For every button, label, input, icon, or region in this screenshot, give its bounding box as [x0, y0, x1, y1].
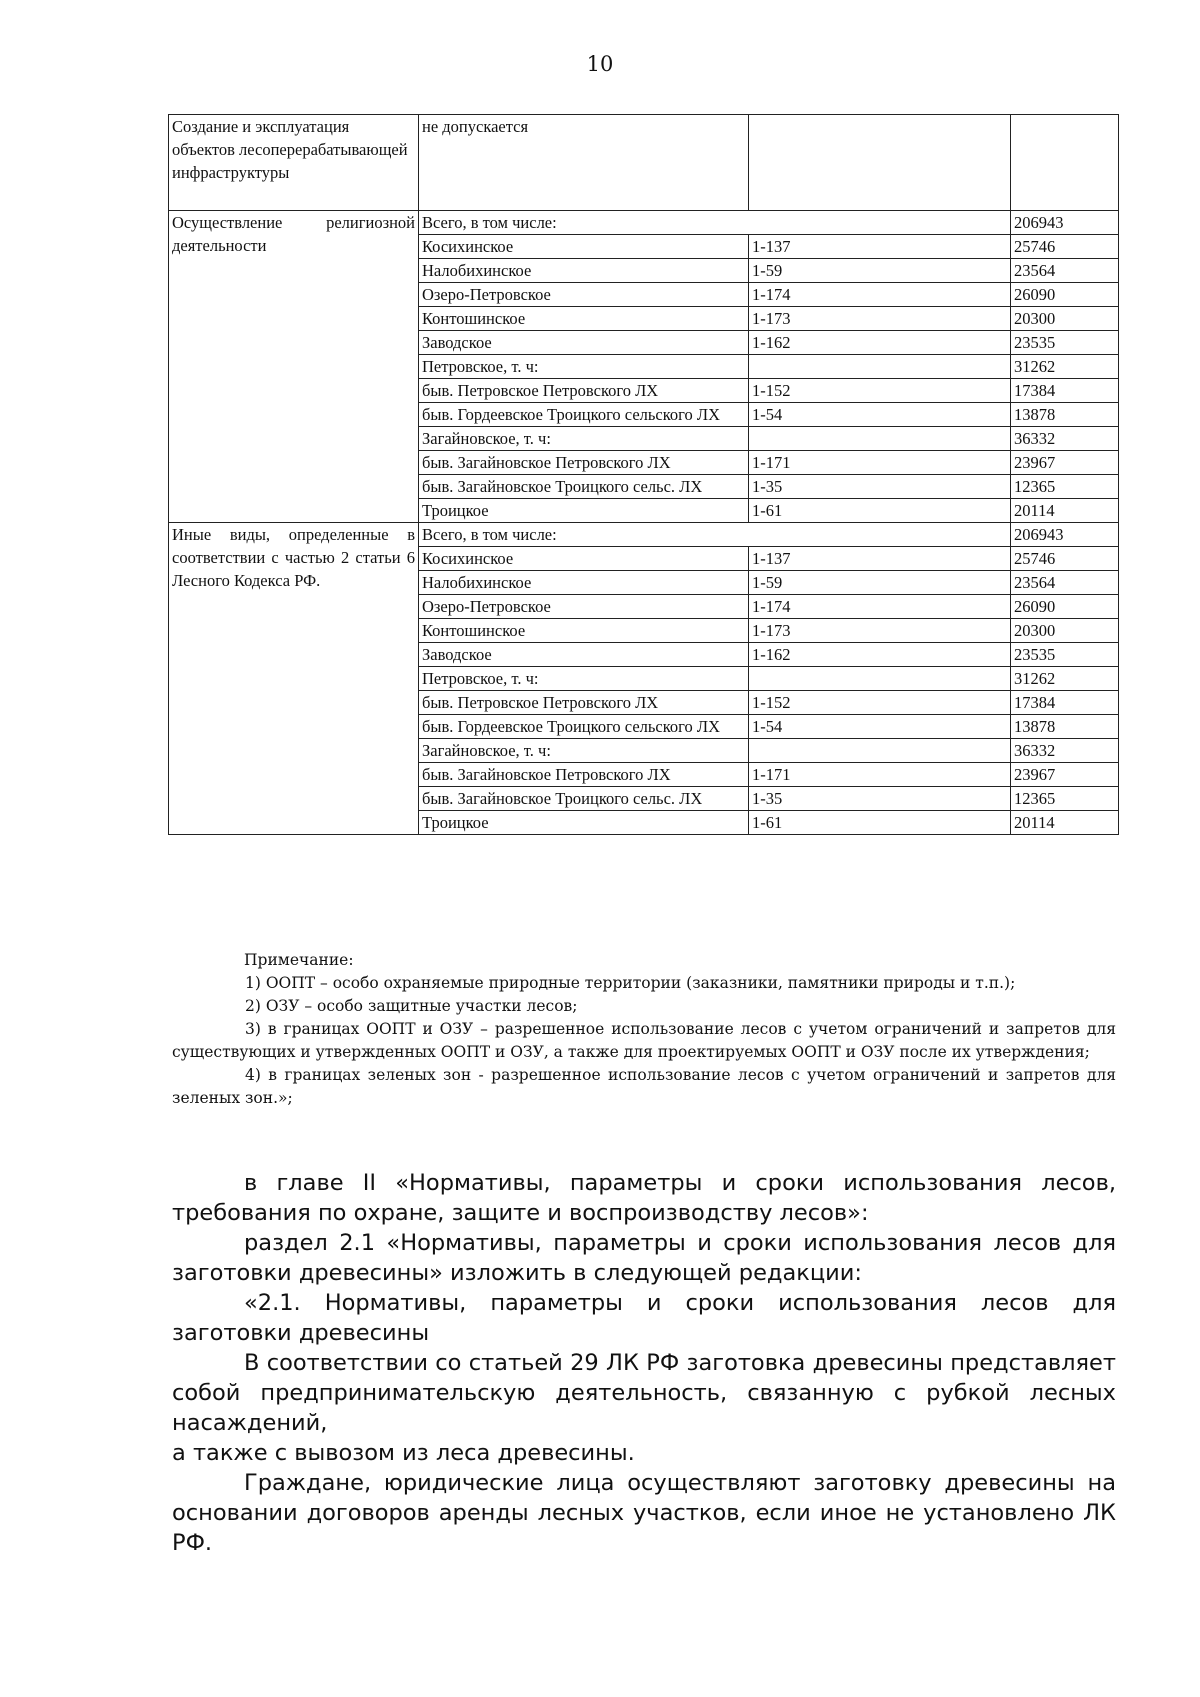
- cell-quarters: 1-137: [749, 547, 1011, 571]
- cell-area: 36332: [1011, 427, 1119, 451]
- cell-area: 23967: [1011, 763, 1119, 787]
- cell-area: 25746: [1011, 547, 1119, 571]
- cell-quarters: 1-152: [749, 379, 1011, 403]
- cell-area: 20300: [1011, 307, 1119, 331]
- cell-area: 17384: [1011, 691, 1119, 715]
- cell-name: Налобихинское: [419, 571, 749, 595]
- activity-cell: [169, 523, 419, 835]
- total-value: 206943: [1011, 523, 1119, 547]
- cell-area: 23535: [1011, 331, 1119, 355]
- cell-area: 12365: [1011, 787, 1119, 811]
- cell-name: Озеро-Петровское: [419, 283, 749, 307]
- cell-area: 13878: [1011, 715, 1119, 739]
- table-row-creation: [169, 115, 1119, 211]
- cell-quarters: 1-174: [749, 595, 1011, 619]
- cell-quarters: 1-173: [749, 619, 1011, 643]
- cell-name: Троицкое: [419, 811, 749, 835]
- note-item: 1) ООПТ – особо охраняемые природные территории (заказники, памятники природы и т.п.);: [245, 974, 1016, 992]
- body-paragraph: «2.1. Нормативы, параметры и сроки использования лесов для заготовки древесины: [172, 1290, 1116, 1346]
- cell-area: 23535: [1011, 643, 1119, 667]
- cell-quarters: 1-35: [749, 475, 1011, 499]
- cell-quarters: 1-61: [749, 811, 1011, 835]
- activity-cell: [169, 115, 419, 211]
- cell-quarters: [749, 427, 1011, 451]
- cell-name: Контошинское: [419, 307, 749, 331]
- cell-name: Петровское, т. ч:: [419, 355, 749, 379]
- forest-use-table: [168, 114, 1119, 835]
- note-cell: не допускается: [419, 115, 749, 211]
- activity-name: Иные виды, определенные в соответствии с частью 2 статьи 6 Лесного Кодекса РФ.: [172, 525, 415, 590]
- cell-name: Загайновское, т. ч:: [419, 427, 749, 451]
- cell-area: 31262: [1011, 355, 1119, 379]
- cell-quarters: 1-54: [749, 403, 1011, 427]
- cell-name: Контошинское: [419, 619, 749, 643]
- cell-area: 23564: [1011, 259, 1119, 283]
- cell-name: быв. Петровское Петровского ЛХ: [419, 379, 749, 403]
- total-label: Всего, в том числе:: [419, 523, 1011, 547]
- table-row-total: [169, 211, 1119, 235]
- activity-creation: Создание и эксплуатация объектов лесоперерабатывающей инфраструктуры: [172, 117, 408, 182]
- body-paragraph: а также с вывозом из леса древесины.: [172, 1440, 635, 1466]
- page-number: 10: [586, 52, 614, 76]
- cell-area: 17384: [1011, 379, 1119, 403]
- cell-name: Заводское: [419, 331, 749, 355]
- cell-quarters: 1-152: [749, 691, 1011, 715]
- note-item: 2) ОЗУ – особо защитные участки лесов;: [245, 997, 578, 1015]
- cell-quarters: 1-137: [749, 235, 1011, 259]
- cell-area: 25746: [1011, 235, 1119, 259]
- total-value: 206943: [1011, 211, 1119, 235]
- note-item: 4) в границах зеленых зон - разрешенное использование лесов с учетом ограничений и запретов для зеленых зон.»;: [172, 1066, 1116, 1107]
- body-paragraph: раздел 2.1 «Нормативы, параметры и сроки использования лесов для заготовки древесины» изложить в следующей редакции:: [172, 1230, 1116, 1286]
- cell-quarters: 1-174: [749, 283, 1011, 307]
- cell-quarters: [749, 667, 1011, 691]
- cell-quarters: 1-59: [749, 259, 1011, 283]
- cell-area: 26090: [1011, 595, 1119, 619]
- cell-name: Петровское, т. ч:: [419, 667, 749, 691]
- cell-area: 23967: [1011, 451, 1119, 475]
- cell-quarters: 1-173: [749, 307, 1011, 331]
- cell-name: Заводское: [419, 643, 749, 667]
- activity-name: Осуществление религиозной деятельности: [172, 213, 415, 255]
- cell-quarters: 1-59: [749, 571, 1011, 595]
- cell-quarters: 1-35: [749, 787, 1011, 811]
- cell-quarters: 1-54: [749, 715, 1011, 739]
- cell-name: Косихинское: [419, 235, 749, 259]
- cell-name: Налобихинское: [419, 259, 749, 283]
- empty-cell: [749, 115, 1011, 211]
- cell-quarters: 1-171: [749, 451, 1011, 475]
- cell-area: 20114: [1011, 499, 1119, 523]
- total-label: Всего, в том числе:: [419, 211, 1011, 235]
- cell-area: 13878: [1011, 403, 1119, 427]
- cell-area: 23564: [1011, 571, 1119, 595]
- cell-name: быв. Петровское Петровского ЛХ: [419, 691, 749, 715]
- cell-area: 20300: [1011, 619, 1119, 643]
- cell-quarters: [749, 355, 1011, 379]
- body-paragraph: В соответствии со статьей 29 ЛК РФ заготовка древесины представляет собой предпринимательскую деятельность, связанную с рубкой лесных насаждений,: [172, 1350, 1116, 1436]
- note-item: 3) в границах ООПТ и ОЗУ – разрешенное использование лесов с учетом ограничений и запретов для существующих и утвержденных ООПТ и ОЗУ, а также для проектируемых ООПТ и ОЗУ после их утверждения;: [172, 1020, 1116, 1061]
- cell-name: быв. Загайновское Троицкого сельс. ЛХ: [419, 787, 749, 811]
- activity-cell: [169, 211, 419, 523]
- cell-quarters: 1-162: [749, 331, 1011, 355]
- cell-name: Троицкое: [419, 499, 749, 523]
- notes-heading: Примечание:: [244, 951, 354, 969]
- cell-quarters: [749, 739, 1011, 763]
- cell-name: быв. Загайновское Троицкого сельс. ЛХ: [419, 475, 749, 499]
- cell-name: быв. Загайновское Петровского ЛХ: [419, 451, 749, 475]
- cell-name: быв. Загайновское Петровского ЛХ: [419, 763, 749, 787]
- cell-area: 31262: [1011, 667, 1119, 691]
- cell-area: 12365: [1011, 475, 1119, 499]
- cell-area: 36332: [1011, 739, 1119, 763]
- cell-area: 20114: [1011, 811, 1119, 835]
- body-paragraph: в главе II «Нормативы, параметры и сроки использования лесов, требования по охране, защите и воспроизводству лесов»:: [172, 1170, 1116, 1226]
- empty-cell: [1011, 115, 1119, 211]
- cell-quarters: 1-61: [749, 499, 1011, 523]
- table-row-total: [169, 523, 1119, 547]
- cell-quarters: 1-171: [749, 763, 1011, 787]
- cell-name: Загайновское, т. ч:: [419, 739, 749, 763]
- cell-name: быв. Гордеевское Троицкого сельского ЛХ: [419, 715, 749, 739]
- body-paragraph: Граждане, юридические лица осуществляют заготовку древесины на основании договоров аренды лесных участков, если иное не установлено ЛК РФ.: [172, 1470, 1116, 1556]
- cell-quarters: 1-162: [749, 643, 1011, 667]
- cell-name: быв. Гордеевское Троицкого сельского ЛХ: [419, 403, 749, 427]
- notes-block: [172, 949, 1116, 1110]
- cell-name: Озеро-Петровское: [419, 595, 749, 619]
- cell-name: Косихинское: [419, 547, 749, 571]
- cell-area: 26090: [1011, 283, 1119, 307]
- body-text: [172, 1168, 1116, 1558]
